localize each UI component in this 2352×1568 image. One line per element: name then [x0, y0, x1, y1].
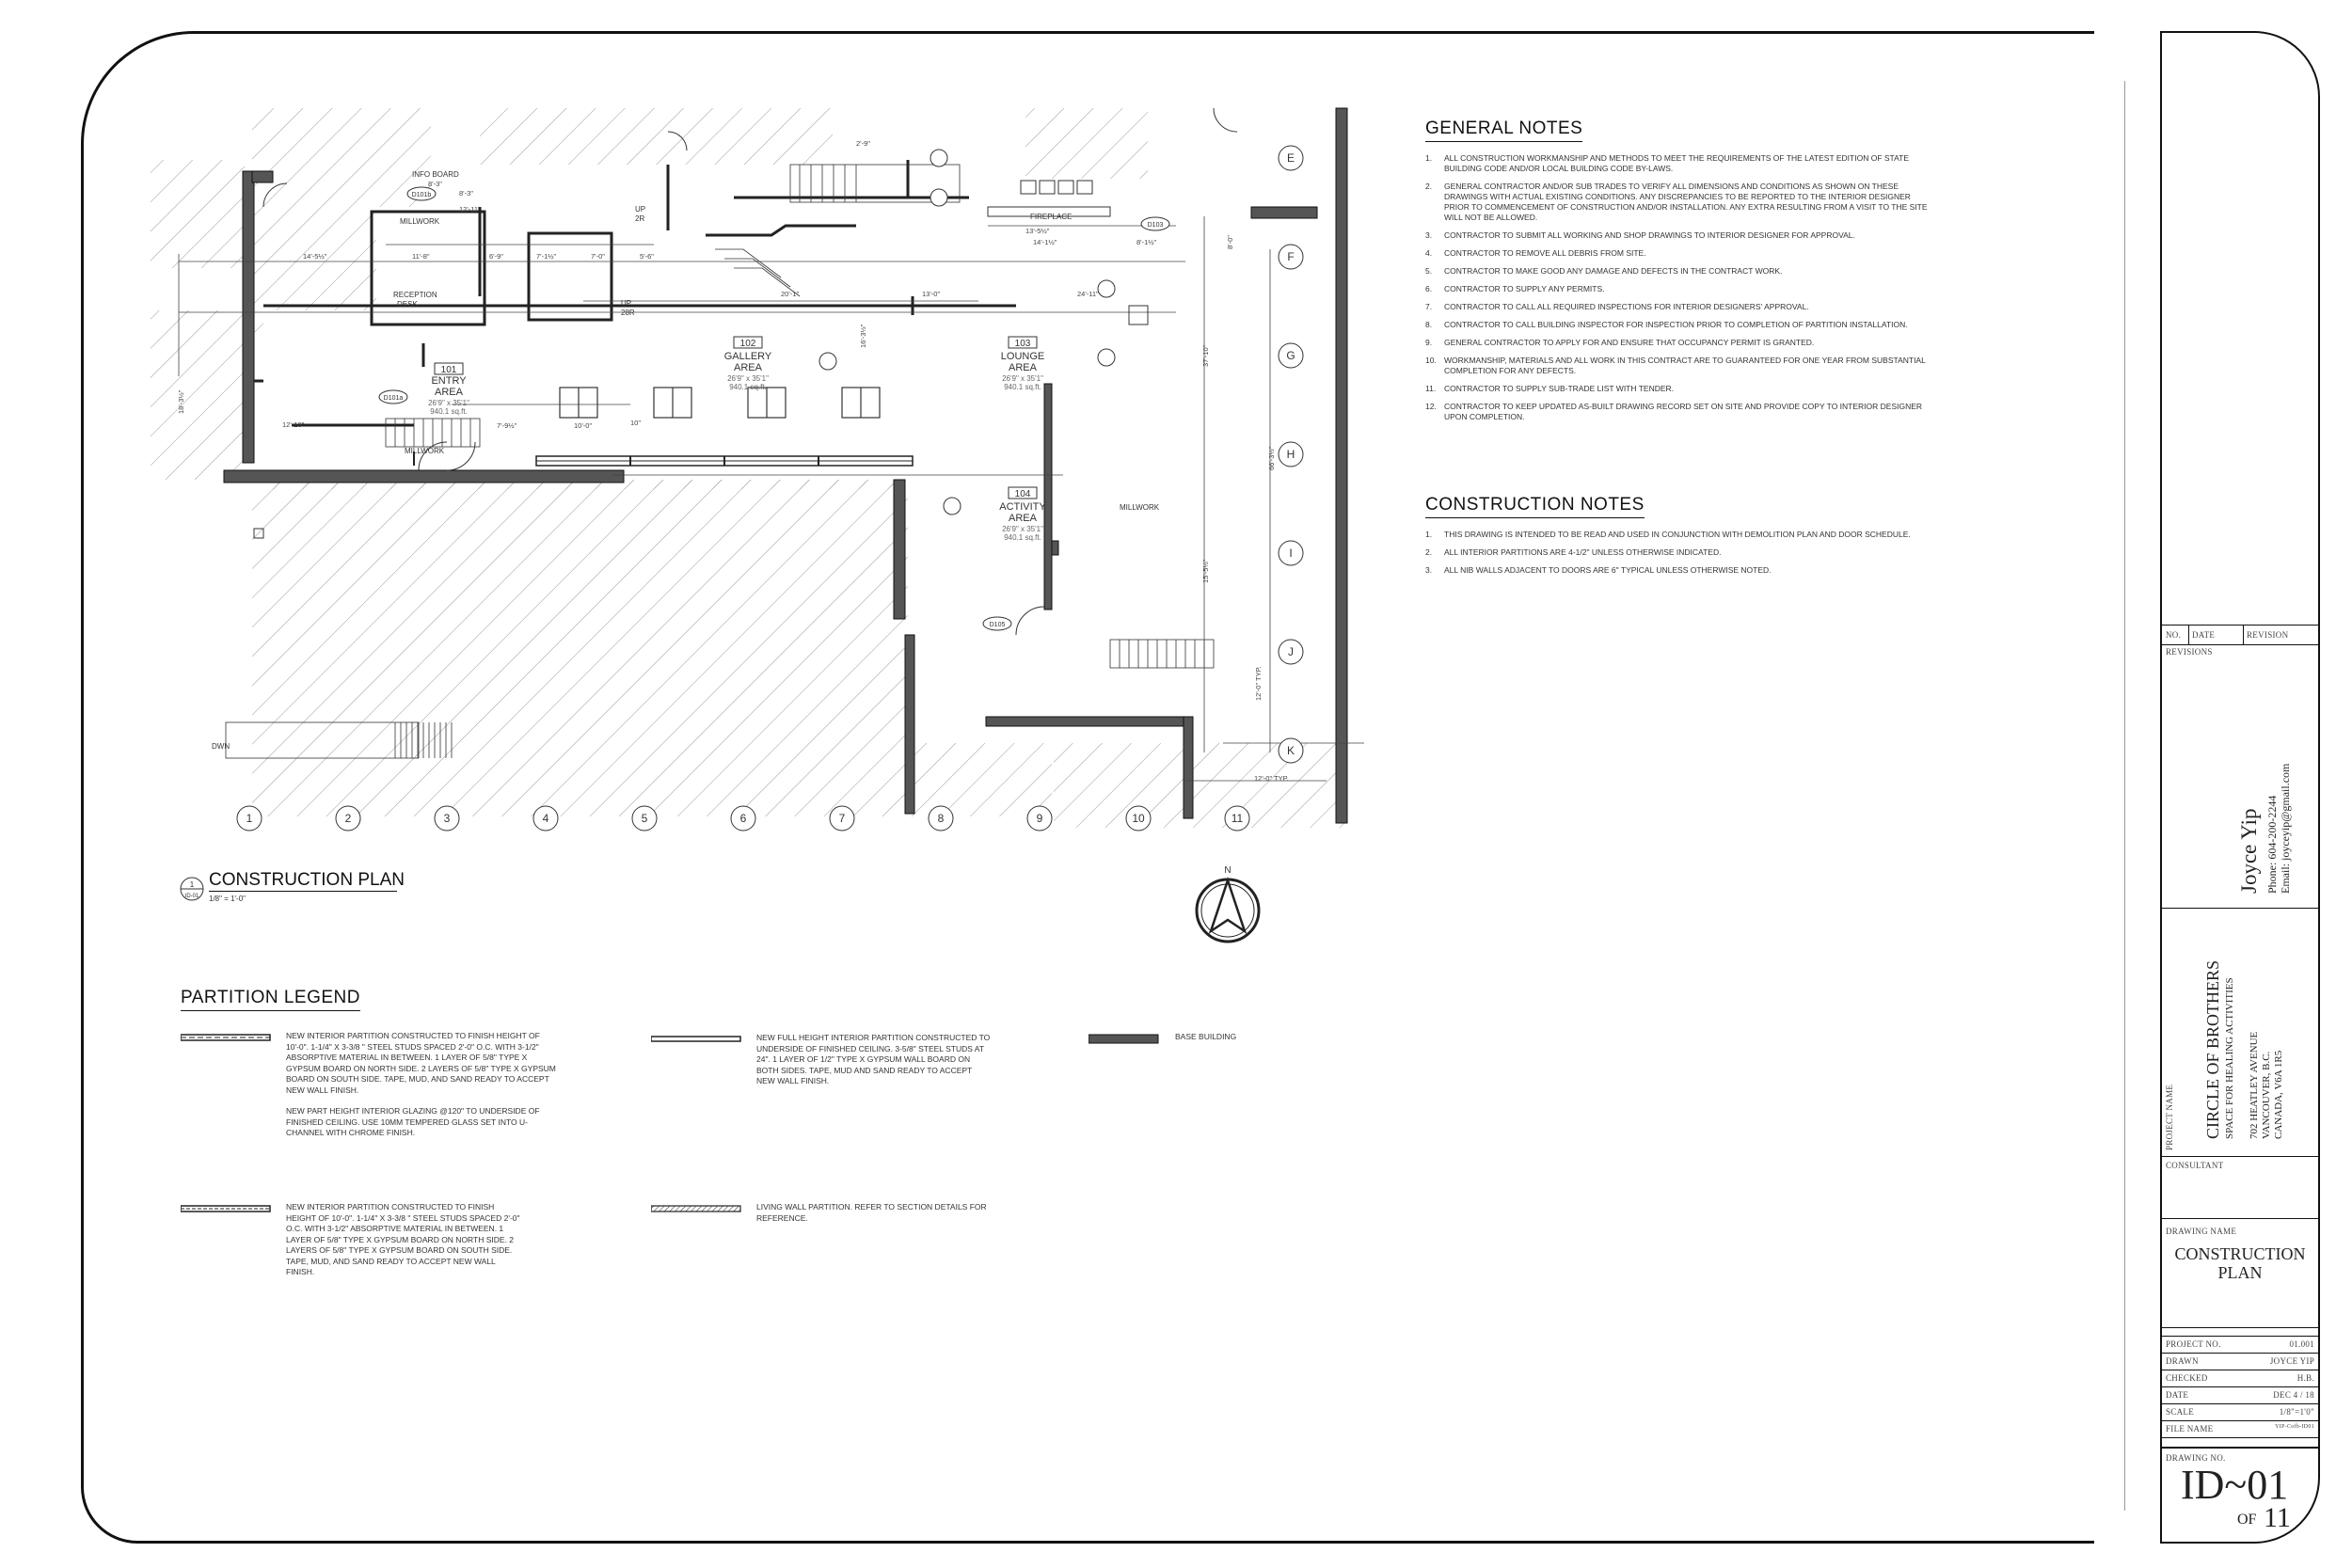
legend-symbol-1	[181, 1032, 271, 1043]
floor-plan	[141, 94, 1364, 903]
up-label-2b: 28R	[621, 309, 635, 317]
info-row-drawn: DRAWN JOYCE YIP	[2162, 1354, 2318, 1370]
grid-col-11	[1225, 806, 1249, 831]
partition-legend	[181, 988, 1310, 1289]
svg-text:D101b: D101b	[411, 192, 432, 198]
grid-row-h	[1279, 442, 1303, 467]
project-info-table	[2162, 1336, 2318, 1438]
svg-text:1: 1	[246, 812, 253, 825]
svg-text:AREA: AREA	[1009, 513, 1037, 524]
title-block	[2160, 31, 2320, 1544]
svg-text:10": 10"	[630, 419, 642, 427]
svg-text:E: E	[1286, 151, 1295, 165]
grid-row-e	[1279, 146, 1303, 170]
svg-text:8: 8	[937, 812, 945, 825]
designer-phone: Phone: 604-200-2244	[2265, 795, 2279, 894]
project-address-1: 702 HEATLEY AVENUE	[2249, 1031, 2260, 1139]
svg-text:AREA: AREA	[1009, 362, 1037, 373]
svg-text:G: G	[1286, 349, 1295, 362]
project-subtitle: SPACE FOR HEALING ACTIVITIES	[2224, 977, 2235, 1139]
svg-text:9: 9	[1036, 812, 1043, 825]
grid-col-5	[632, 806, 657, 831]
general-notes	[1425, 119, 1933, 430]
door-tag-d101b	[407, 187, 436, 200]
general-note-12: 12. CONTRACTOR TO KEEP UPDATED AS-BUILT DRAWING RECORD SET ON SITE AND PROVIDE COPY TO INTERIOR DESIGNER UPON COMPLETION.	[1425, 402, 1923, 421]
svg-text:26'9" x 35'1": 26'9" x 35'1"	[727, 374, 769, 383]
svg-text:102: 102	[739, 339, 756, 349]
revisions-label: REVISIONS	[2166, 647, 2213, 657]
svg-text:10'-0": 10'-0"	[574, 421, 593, 430]
legend-symbol-5	[651, 1203, 741, 1214]
svg-text:I: I	[1289, 546, 1293, 560]
general-notes-title: GENERAL NOTES	[1425, 119, 1582, 142]
svg-text:66'-3½": 66'-3½"	[1267, 446, 1276, 470]
svg-text:26'9" x 35'1": 26'9" x 35'1"	[1002, 525, 1043, 533]
general-note-8: 8. CONTRACTOR TO CALL BUILDING INSPECTOR FOR INSPECTION PRIOR TO COMPLETION OF PARTITION INSTALLATION.	[1425, 320, 1908, 329]
svg-text:4: 4	[542, 812, 549, 825]
door-tag-d105	[983, 617, 1011, 630]
svg-text:940.1 sq.ft.: 940.1 sq.ft.	[430, 407, 468, 416]
svg-text:6'-9": 6'-9"	[489, 252, 503, 261]
svg-text:D105: D105	[989, 622, 1006, 628]
designer-email: Email: joyceyip@gmail.com	[2279, 763, 2292, 894]
rev-revision-label: REVISION	[2247, 630, 2289, 640]
info-row-date: DATE DEC 4 / 18	[2162, 1387, 2318, 1404]
svg-text:GALLERY: GALLERY	[723, 351, 772, 362]
drawing-name-label: DRAWING NAME	[2166, 1227, 2237, 1236]
svg-text:12'-11": 12'-11"	[459, 205, 481, 214]
grid-row-f	[1279, 245, 1303, 269]
svg-text:20'-1": 20'-1"	[781, 290, 800, 298]
svg-text:12'-0" TYP.: 12'-0" TYP.	[1254, 774, 1289, 783]
legend-symbol-2	[651, 1034, 741, 1045]
legend-symbol-4	[181, 1203, 271, 1214]
svg-text:7'-0": 7'-0"	[591, 252, 605, 261]
up-label-1b: 2R	[635, 214, 645, 223]
svg-text:940.1 sq.ft.: 940.1 sq.ft.	[1004, 383, 1041, 391]
drawing-name-2: PLAN	[2217, 1263, 2263, 1282]
construction-note-3: 3. ALL NIB WALLS ADJACENT TO DOORS ARE 6" TYPICAL UNLESS OTHERWISE NOTED.	[1425, 565, 1772, 575]
legend-item-4: NEW INTERIOR PARTITION CONSTRUCTED TO FINISH HEIGHT OF 10'-0". 1-1/4" X 3-3/8 " STEEL STUDS SPACED 2'-0" O.C. WITH 3-1/2" ABSORPTIVE MATERIAL IN BETWEEN. 1 LAYER OF 5/8" TYPE X GYPSUM BOARD ON NORTH SIDE. 2 LAYERS OF 5/8" TYPE X GYPSUM BOARD ON SOUTH SIDE. TAPE, MUD, AND SAND READY TO ACCEPT NEW WALL FINISH.	[181, 1202, 271, 1219]
svg-text:7'-1½": 7'-1½"	[536, 252, 557, 261]
general-note-11: 11. CONTRACTOR TO SUPPLY SUB-TRADE LIST WITH TENDER.	[1425, 384, 1675, 393]
drawing-no-label: DRAWING NO.	[2166, 1453, 2226, 1463]
consultant-label: CONSULTANT	[2166, 1161, 2224, 1170]
legend-title: PARTITION LEGEND	[181, 988, 360, 1011]
svg-text:13'-5½": 13'-5½"	[1025, 227, 1050, 235]
legend-item-2: NEW FULL HEIGHT INTERIOR PARTITION CONSTRUCTED TO UNDERSIDE OF FINISHED CEILING. 3-5/8" STEEL STUDS AT 24". 1 LAYER OF 1/2" TYPE X GYPSUM WALL BOARD ON BOTH SIDES. TAPE, MUD AND SAND READY TO ACCEPT NEW WALL FINISH.	[651, 1033, 741, 1050]
down-label: DWN	[212, 742, 230, 751]
construction-notes	[1425, 495, 1933, 583]
svg-text:8'-3": 8'-3"	[428, 180, 442, 188]
millwork-label-2: MILLWORK	[405, 447, 445, 455]
millwork-label: MILLWORK	[400, 217, 440, 226]
grid-col-3	[435, 806, 459, 831]
svg-text:LOUNGE: LOUNGE	[1000, 351, 1045, 362]
sheet-total: 11	[2264, 1502, 2291, 1533]
svg-text:F: F	[1287, 250, 1295, 263]
construction-note-1: 1. THIS DRAWING IS INTENDED TO BE READ AND USED IN CONJUNCTION WITH DEMOLITION PLAN AND DOOR SCHEDULE.	[1425, 530, 1911, 539]
info-row-project-no: PROJECT NO. 01.001	[2162, 1336, 2318, 1354]
svg-text:37'-10": 37'-10"	[1201, 344, 1210, 367]
grid-col-7	[830, 806, 854, 831]
grid-col-2	[336, 806, 360, 831]
grid-row-k	[1279, 738, 1303, 763]
grid-col-6	[731, 806, 755, 831]
general-note-9: 9. GENERAL CONTRACTOR TO APPLY FOR AND ENSURE THAT OCCUPANCY PERMIT IS GRANTED.	[1425, 338, 1815, 347]
general-note-1: 1. ALL CONSTRUCTION WORKMANSHIP AND METHODS TO MEET THE REQUIREMENTS OF THE LATEST EDITION OF STATE BUILDING CODE AND/OR LOCAL BUILDING CODE BY-LAWS.	[1425, 153, 1910, 173]
svg-text:26'9" x 35'1": 26'9" x 35'1"	[1002, 374, 1043, 383]
general-note-5: 5. CONTRACTOR TO MAKE GOOD ANY DAMAGE AND DEFECTS IN THE CONTRACT WORK.	[1425, 266, 1783, 276]
rev-date-label: DATE	[2192, 630, 2216, 640]
grid-col-4	[533, 806, 558, 831]
svg-text:6: 6	[739, 812, 747, 825]
construction-notes-title: CONSTRUCTION NOTES	[1425, 495, 1645, 518]
drawing-number: ID~01	[2181, 1462, 2289, 1508]
plan-scale: 1/8" = 1'-0"	[209, 895, 246, 903]
svg-text:ID-01: ID-01	[184, 894, 199, 899]
door-tag-d101a	[379, 390, 407, 404]
svg-text:5: 5	[641, 812, 648, 825]
svg-text:ACTIVITY: ACTIVITY	[999, 501, 1046, 513]
info-board-label: INFO BOARD	[412, 170, 459, 179]
svg-text:ENTRY: ENTRY	[431, 375, 467, 387]
north-arrow	[1190, 863, 1265, 948]
fireplace-label: FIREPLACE	[1030, 213, 1073, 221]
general-note-4: 4. CONTRACTOR TO REMOVE ALL DEBRIS FROM SITE.	[1425, 248, 1646, 258]
svg-text:101: 101	[440, 365, 457, 375]
svg-text:8'-0": 8'-0"	[1226, 235, 1234, 249]
svg-text:D101a: D101a	[383, 395, 404, 402]
info-row-file-name: FILE NAME YIP-Cofb-ID01	[2162, 1421, 2318, 1438]
svg-text:12'-0" TYP.: 12'-0" TYP.	[1254, 666, 1263, 701]
svg-text:5'-6": 5'-6"	[640, 252, 654, 261]
svg-text:14'-5½": 14'-5½"	[303, 252, 327, 261]
grid-col-8	[929, 806, 953, 831]
svg-text:J: J	[1288, 645, 1294, 658]
grid-col-1	[237, 806, 262, 831]
svg-text:11'-8": 11'-8"	[412, 252, 430, 261]
up-label-1: UP	[635, 205, 646, 214]
construction-note-2: 2. ALL INTERIOR PARTITIONS ARE 4-1/2" UNLESS OTHERWISE INDICATED.	[1425, 547, 1722, 557]
svg-text:H: H	[1286, 448, 1295, 461]
svg-text:7'-9½": 7'-9½"	[497, 421, 517, 430]
legend-symbol-3	[1089, 1033, 1160, 1044]
svg-text:104: 104	[1014, 489, 1031, 499]
general-note-6: 6. CONTRACTOR TO SUPPLY ANY PERMITS.	[1425, 284, 1605, 293]
svg-text:24'-11": 24'-11"	[1077, 290, 1099, 298]
construction-notes-list	[1425, 530, 1933, 576]
millwork-label-3: MILLWORK	[1120, 503, 1160, 512]
info-row-checked: CHECKED H.B.	[2162, 1370, 2318, 1387]
svg-text:13'-0": 13'-0"	[922, 290, 941, 298]
svg-text:103: 103	[1014, 339, 1031, 349]
desk-label: DESK	[397, 300, 418, 309]
svg-text:3: 3	[443, 812, 451, 825]
svg-text:AREA: AREA	[435, 387, 463, 398]
grid-col-9	[1027, 806, 1052, 831]
plan-title: CONSTRUCTION PLAN	[209, 870, 405, 890]
svg-text:N: N	[1224, 865, 1232, 876]
designer-name: Joyce Yip	[2237, 808, 2261, 894]
drawing-ref-bubble	[179, 876, 213, 910]
svg-text:940.1 sq.ft.: 940.1 sq.ft.	[729, 383, 767, 391]
grid-row-j	[1279, 640, 1303, 664]
svg-text:AREA: AREA	[734, 362, 762, 373]
svg-text:11: 11	[1231, 812, 1244, 825]
general-note-3: 3. CONTRACTOR TO SUBMIT ALL WORKING AND SHOP DRAWINGS TO INTERIOR DESIGNER FOR APPROVAL.	[1425, 230, 1855, 240]
grid-row-i	[1279, 541, 1303, 565]
door-tag-d103	[1141, 217, 1169, 230]
grid-col-10	[1126, 806, 1151, 831]
general-note-2: 2. GENERAL CONTRACTOR AND/OR SUB TRADES TO VERIFY ALL DIMENSIONS AND CONDITIONS AS SHOWN ON THESE DRAWINGS WITH ACTUAL EXISTING CONDITIONS. ANY DISCREPANCIES TO BE REPORTED TO THE INTERIOR DESIGNER PRIOR TO COMMENCEMENT OF CONSTRUCTION AND/OR INSTALLATION. ANY EXTRA RESULTING FROM A VISIT TO THE SITE WILL NOT BE ALLOWED.	[1425, 182, 1928, 222]
rev-no-label: NO.	[2166, 630, 2182, 640]
sheet-of-label: OF	[2237, 1512, 2257, 1528]
general-notes-list	[1425, 153, 1933, 422]
drawing-name-1: CONSTRUCTION	[2174, 1244, 2306, 1263]
project-address-2: VANCOUVER, B.C.	[2261, 1051, 2272, 1139]
svg-text:940.1 sq.ft.: 940.1 sq.ft.	[1004, 533, 1041, 542]
legend-item-1: NEW INTERIOR PARTITION CONSTRUCTED TO FINISH HEIGHT OF 10'-0". 1-1/4" X 3-3/8 " STEEL STUDS SPACED 2'-0" O.C. WITH 3-1/2" ABSORPTIVE MATERIAL IN BETWEEN. 1 LAYER OF 5/8" TYPE X GYPSUM BOARD ON NORTH SIDE. 2 LAYERS OF 5/8" TYPE X GYPSUM BOARD ON SOUTH SIDE. TAPE, MUD, AND SAND READY TO ACCEPT NEW WALL FINISH. NEW PART HEIGHT INTERIOR GLAZING @120" TO UNDERSIDE OF FINISHED CEILING. USE 10MM TEMPERED GLASS SET INTO U-CHANNEL WITH CHROME FINISH.	[181, 1031, 271, 1048]
svg-text:K: K	[1286, 744, 1295, 757]
svg-text:2'-9": 2'-9"	[856, 139, 870, 148]
svg-text:15'-5½": 15'-5½"	[1201, 559, 1210, 583]
up-label-2: UP	[621, 299, 632, 308]
svg-text:26'9" x 35'1": 26'9" x 35'1"	[428, 399, 469, 407]
svg-text:10: 10	[1132, 812, 1145, 825]
svg-text:8'-1½": 8'-1½"	[1136, 238, 1157, 246]
project-name: CIRCLE OF BROTHERS	[2203, 959, 2222, 1139]
svg-text:12'-10": 12'-10"	[282, 420, 305, 429]
reception-label: RECEPTION	[393, 291, 437, 299]
svg-text:8'-3": 8'-3"	[459, 189, 473, 198]
svg-text:7: 7	[838, 812, 846, 825]
svg-text:14'-1½": 14'-1½"	[1033, 238, 1057, 246]
project-address-3: CANADA, V6A 1R5	[2273, 1050, 2284, 1139]
svg-text:16'-3½": 16'-3½"	[859, 324, 867, 348]
grid-row-g	[1279, 343, 1303, 368]
svg-text:18'-3½": 18'-3½"	[177, 389, 185, 414]
legend-item-3: BASE BUILDING	[1089, 1032, 1160, 1049]
project-name-label: PROJECT NAME	[2165, 1084, 2174, 1150]
svg-text:D103: D103	[1147, 222, 1164, 229]
info-row-scale: SCALE 1/8"=1'0"	[2162, 1404, 2318, 1421]
svg-text:1: 1	[189, 880, 195, 889]
legend-item-5: LIVING WALL PARTITION. REFER TO SECTION DETAILS FOR REFERENCE.	[651, 1202, 741, 1219]
general-note-7: 7. CONTRACTOR TO CALL ALL REQUIRED INSPECTIONS FOR INTERIOR DESIGNERS' APPROVAL.	[1425, 302, 1809, 311]
general-note-10: 10. WORKMANSHIP, MATERIALS AND ALL WORK IN THIS CONTRACT ARE TO GUARANTEED FOR ONE YEAR FROM SUBSTANTIAL COMPLETION FOR ANY DEFECTS.	[1425, 356, 1926, 375]
svg-text:2: 2	[344, 812, 352, 825]
disclaimer-strip	[2124, 81, 2146, 1511]
